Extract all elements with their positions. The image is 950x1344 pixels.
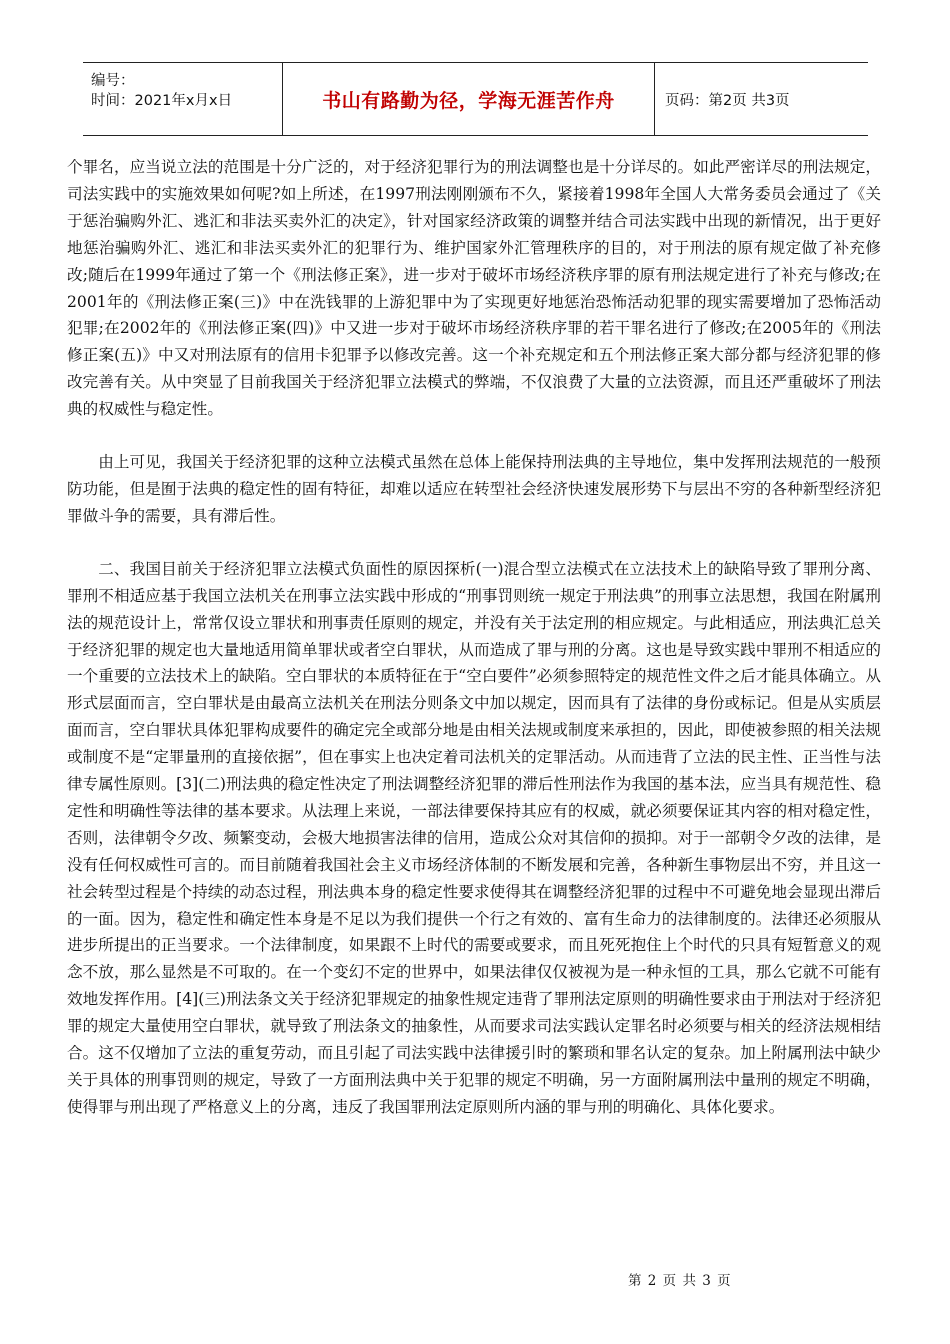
- page-footer: 第 2 页 共 3 页: [628, 1273, 732, 1289]
- document-body: [67, 154, 881, 1147]
- header-motto: 书山有路勤为径，学海无涯苦作舟: [283, 63, 655, 135]
- paragraph-1: 个罪名，应当说立法的范围是十分广泛的，对于经济犯罪行为的刑法调整也是十分详尽的。如此严密详尽的刑法规定，司法实践中的实施效果如何呢?如上所述，在1997刑法刚刚颁布不久，紧接着1998年全国人大常务委员会通过了《关于惩治骗购外汇、逃汇和非法买卖外汇的决定》，针对国家经济政策的调整并结合司法实践中出现的新情况，出于更好地惩治骗购外汇、逃汇和非法买卖外汇的犯罪行为、维护国家外汇管理秩序的目的，对于刑法的原有规定做了补充修改;随后在1999年通过了第一个《刑法修正案》，进一步对于破坏市场经济秩序罪的原有刑法规定进行了补充与修改;在2001年的《刑法修正案(三)》中在洗钱罪的上游犯罪中为了实现更好地惩治恐怖活动犯罪的现实需要增加了恐怖活动犯罪;在2002年的《刑法修正案(四)》中又进一步对于破坏市场经济秩序罪的若干罪名进行了修改;在2005年的《刑法修正案(五)》中又对刑法原有的信用卡犯罪予以修改完善。这一个补充规定和五个刑法修正案大部分都与经济犯罪的修改完善有关。从中突显了目前我国关于经济犯罪立法模式的弊端，不仅浪费了大量的立法资源，而且还严重破坏了刑法典的权威性与稳定性。: [67, 158, 881, 419]
- document-date-label: 时间：2021年x月x日: [91, 93, 233, 109]
- page-header: [83, 62, 868, 136]
- paragraph-3: 二、我国目前关于经济犯罪立法模式负面性的原因探析(一)混合型立法模式在立法技术上的缺陷导致了罪刑分离、罪刑不相适应基于我国立法机关在刑事立法实践中形成的“刑事罚则统一规定于刑法典”的刑事立法思想，我国在附属刑法的规范设计上，常常仅设立罪状和刑事责任原则的规定，并没有关于法定刑的相应规定。与此相适应，刑法典汇总关于经济犯罪的规定也大量地适用简单罪状或者空白罪状，从而造成了罪与刑的分离。这也是导致实践中罪刑不相适应的一个重要的立法技术上的缺陷。空白罪状的本质特征在于“空白要件”必须参照特定的规范性文件之后才能具体确立。从形式层面而言，空白罪状是由最高立法机关在刑法分则条文中加以规定，因而具有了法律的身份或标记。但是从实质层面而言，空白罪状具体犯罪构成要件的确定完全或部分地是由相关法规或制度来承担的，因此，即使被参照的相关法规或制度不是“定罪量刑的直接依据”，但在事实上也决定着司法机关的定罪活动。从而违背了立法的民主性、正当性与法律专属性原则。[3](二)刑法典的稳定性决定了刑法调整经济犯罪的滞后性刑法作为我国的基本法，应当具有规范性、稳定性和明确性等法律的基本要求。从法理上来说，一部法律要保持其应有的权威，就必须要保证其内容的相对稳定性，否则，法律朝令夕改、频繁变动，会极大地损害法律的信用，造成公众对其信仰的损抑。对于一部朝令夕改的法律，是没有任何权威性可言的。而目前随着我国社会主义市场经济体制的不断发展和完善，各种新生事物层出不穷，并且这一社会转型过程是个持续的动态过程，刑法典本身的稳定性要求使得其在调整经济犯罪的过程中不可避免地会显现出滞后的一面。因为，稳定性和确定性本身是不足以为我们提供一个行之有效的、富有生命力的法律制度的。法律还必须服从进步所提出的正当要求。一个法律制度，如果跟不上时代的需要或要求，而且死死抱住上个时代的只具有短暂意义的观念不放，那么显然是不可取的。在一个变幻不定的世界中，如果法律仅仅被视为是一种永恒的工具，那么它就不可能有效地发挥作用。[4](三)刑法条文关于经济犯罪规定的抽象性规定违背了罪刑法定原则的明确性要求由于刑法对于经济犯罪的规定大量使用空白罪状，就导致了刑法条文的抽象性，从而要求司法实践认定罪名时必须要与相关的经济法规相结合。这不仅增加了立法的重复劳动，而且引起了司法实践中法律援引时的繁琐和罪名认定的复杂。加上附属刑法中缺少关于具体的刑事罚则的规定，导致了一方面刑法典中关于犯罪的规定不明确，另一方面附属刑法中量刑的规定不明确，使得罪与刑出现了严格意义上的分离，违反了我国罪刑法定原则所内涵的罪与刑的明确化、具体化要求。: [67, 559, 881, 1116]
- header-meta: [83, 63, 283, 135]
- paragraph-2: 由上可见，我国关于经济犯罪的这种立法模式虽然在总体上能保持刑法典的主导地位，集中发挥刑法规范的一般预防功能，但是囿于法典的稳定性的固有特征，却难以适应在转型社会经济快速发展形势下与层出不穷的各种新型经济犯罪做斗争的需要，具有滞后性。: [67, 453, 881, 525]
- document-number-label: 编号：: [91, 73, 135, 89]
- header-page-number: 页码：第2页 共3页: [665, 92, 790, 109]
